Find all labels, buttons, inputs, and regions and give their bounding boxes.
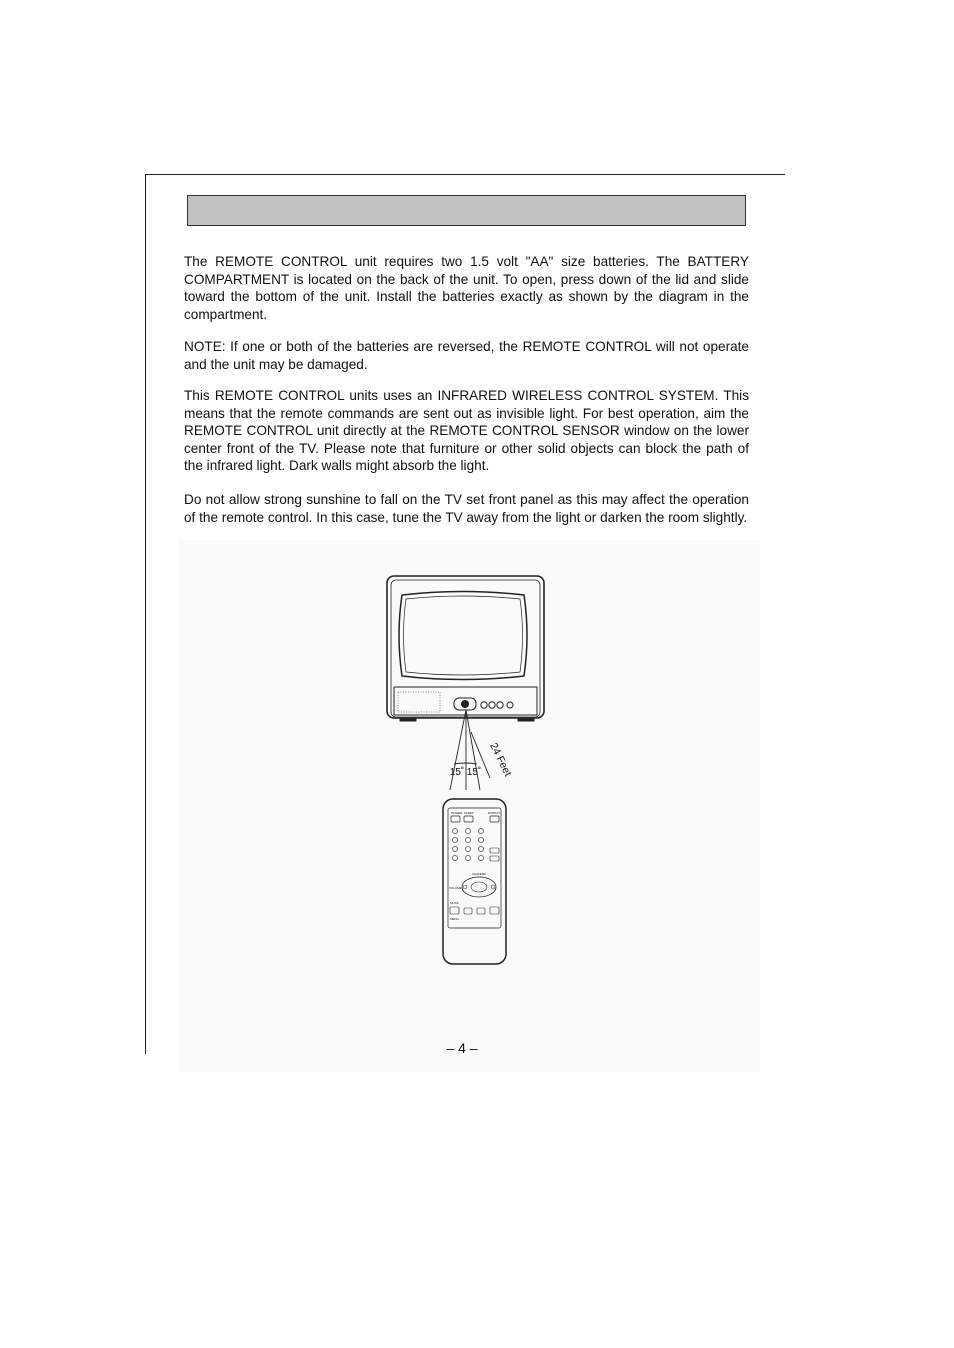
remote-button-labels	[449, 811, 500, 921]
remote-control-illustration	[443, 799, 506, 964]
remote-label-sleep: SLEEP	[464, 811, 474, 815]
page-frame-left-rule	[145, 174, 146, 1054]
paragraph-battery-install: The REMOTE CONTROL unit requires two 1.5 volt "AA" size batteries. The BATTERY COMPARTMENT is located on the back of the unit. To open, press down of the lid and slide toward the bottom of the unit. Install the batteries exactly as shown by the diagram in the compartment.	[184, 254, 749, 322]
page-frame-top-rule	[145, 174, 785, 175]
remote-label-volume: VOLUME	[449, 886, 462, 890]
remote-label-power: POWER	[451, 811, 463, 815]
paragraph-battery-note: NOTE: If one or both of the batteries are reversed, the REMOTE CONTROL will not operate and the unit may be damaged.	[184, 339, 749, 372]
infrared-beam-lines	[450, 710, 490, 790]
section-header-bar	[187, 195, 746, 226]
remote-label-menu: MENU	[450, 917, 459, 921]
remote-label-mute: MUTE	[450, 901, 459, 905]
angle-right-label: 15˚	[466, 767, 482, 778]
page-number: – 4 –	[446, 1040, 478, 1056]
remote-label-channel: CHANNEL	[472, 872, 487, 876]
tv-set-illustration	[387, 576, 544, 721]
paragraph-infrared-system: This REMOTE CONTROL units uses an INFRARED WIRELESS CONTROL SYSTEM. This means that the remote commands are sent out as invisible light. For best operation, aim the REMOTE CONTROL unit directly at the REMOTE CONTROL SENSOR window on the lower center front of the TV. Please note that furniture or other solid objects can block the path of the infrared light. Dark walls might absorb the light.	[184, 388, 749, 474]
distance-label: 24 Feet	[487, 741, 514, 779]
angle-left-label: 15˚	[449, 767, 465, 778]
remote-label-display: DISPLAY	[488, 811, 501, 815]
remote-range-diagram	[380, 570, 560, 970]
paragraph-sunshine-warning: Do not allow strong sunshine to fall on the TV set front panel as this may affect the operation of the remote control. In this case, tune the TV away from the light or darken the room slightly.	[184, 492, 749, 525]
